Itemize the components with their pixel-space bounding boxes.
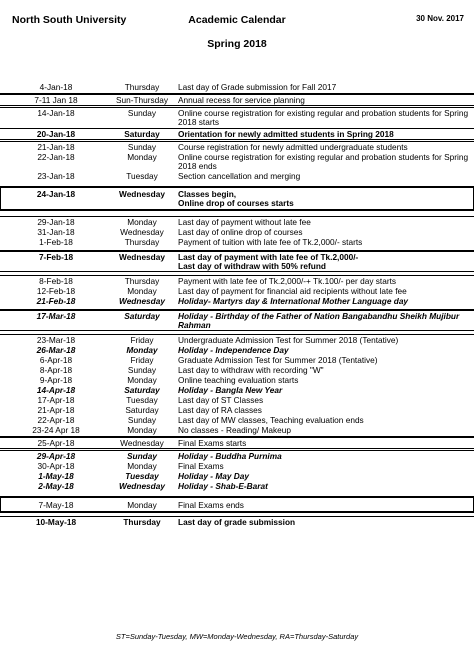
row-date: 7-11 Jan 18: [34, 95, 78, 105]
calendar-row: [0, 94, 474, 105]
row-event: Last day of MW classes, Teaching evaluation ends: [178, 415, 364, 425]
row-day: Wednesday: [119, 296, 165, 306]
calendar-row: [0, 516, 474, 527]
row-day: Monday: [127, 217, 157, 227]
row-date: 20-Jan-18: [36, 129, 76, 139]
calendar-row: [0, 129, 474, 139]
row-event: Online course registration for existing regular and probation students for Spring 2018 ends: [178, 152, 469, 171]
row-date: 21-Feb-18: [36, 296, 76, 306]
row-event: Final Exams ends: [178, 500, 244, 510]
calendar-row: [0, 481, 474, 491]
row-day: Monday: [127, 152, 157, 162]
row-event: Holiday - Independence Day: [178, 345, 289, 355]
row-date: 29-Apr-18: [36, 451, 76, 461]
row-event: Holiday - Birthday of the Father of Nation Bangabandhu Sheikh Mujibur Rahman: [178, 311, 460, 330]
row-day: Monday: [127, 500, 157, 510]
row-event: Last day of payment without late fee: [178, 217, 311, 227]
row-event: Holiday - Buddha Purnima: [178, 451, 282, 461]
calendar-row: [0, 471, 474, 481]
calendar-row: [0, 365, 474, 375]
row-date: 14-Apr-18: [36, 385, 76, 395]
row-day: Monday: [127, 286, 157, 296]
row-day: Sunday: [127, 365, 157, 375]
row-day: Sunday: [127, 108, 157, 118]
row-day: Saturday: [124, 385, 160, 395]
row-day: Monday: [127, 425, 157, 435]
row-event: Holiday- Martyrs day & International Mother Language day: [178, 296, 409, 306]
row-day: Wednesday: [119, 252, 165, 262]
calendar-row: [0, 237, 474, 247]
row-event: Last day to withdraw with recording "W": [178, 365, 324, 375]
row-event: Undergraduate Admission Test for Summer 2018 (Tentative): [178, 335, 399, 345]
row-event: Last day of ST Classes: [178, 395, 264, 405]
row-event: Course registration for newly admitted undergraduate students: [178, 142, 408, 152]
row-day: Saturday: [124, 129, 160, 139]
row-date: 26-Mar-18: [36, 345, 76, 355]
calendar-row: [0, 385, 474, 395]
row-day: Sun-Thursday: [115, 95, 169, 105]
row-event: Online teaching evaluation starts: [178, 375, 299, 385]
row-date: 30-Apr-18: [37, 461, 75, 471]
row-date: 1-Feb-18: [39, 237, 73, 247]
calendar-row: [0, 141, 474, 152]
row-date: 7-May-18: [38, 500, 74, 510]
calendar-row: [0, 286, 474, 296]
row-date: 1-May-18: [38, 471, 74, 481]
row-day: Friday: [130, 335, 154, 345]
row-day: Thursday: [124, 276, 160, 286]
row-event: Last day of online drop of courses: [178, 227, 303, 237]
row-date: 10-May-18: [35, 517, 77, 527]
row-event: Holiday - Bangla New Year: [178, 385, 283, 395]
university-name: North South University: [12, 14, 127, 26]
calendar-row: [0, 171, 474, 181]
row-event: Holiday - Shab-E-Barat: [178, 481, 268, 491]
calendar-row: [0, 107, 474, 127]
calendar-row: [0, 152, 474, 171]
calendar-row: [0, 395, 474, 405]
row-day: Thursday: [124, 237, 160, 247]
row-day: Thursday: [124, 82, 160, 92]
row-event: Payment with late fee of Tk.2,000/-+ Tk.100/- per day starts: [178, 276, 397, 286]
row-day: Thursday: [123, 517, 161, 527]
row-date: 29-Jan-18: [37, 217, 75, 227]
row-event: Last day of grade submission: [178, 517, 296, 527]
row-event: Graduate Admission Test for Summer 2018 (Tentative): [178, 355, 378, 365]
calendar-row: [0, 334, 474, 345]
row-date: 17-Mar-18: [36, 311, 76, 321]
calendar-row: [0, 82, 474, 92]
calendar-row: [0, 345, 474, 355]
calendar-row: [0, 310, 474, 330]
row-date: 22-Jan-18: [37, 152, 75, 162]
row-day: Wednesday: [119, 189, 165, 199]
calendar-row: [0, 375, 474, 385]
row-date: 6-Apr-18: [39, 355, 73, 365]
row-event: Last day of payment for financial aid recipients without late fee: [178, 286, 407, 296]
issue-date: 30 Nov. 2017: [416, 14, 464, 23]
row-date: 8-Feb-18: [39, 276, 73, 286]
row-event: No classes - Reading/ Makeup: [178, 425, 291, 435]
row-event: Annual recess for service planning: [178, 95, 305, 105]
calendar-row: [0, 461, 474, 471]
calendar-row: [0, 437, 474, 448]
row-event: Final Exams starts: [178, 438, 247, 448]
row-day: Monday: [127, 461, 157, 471]
calendar-row: [0, 450, 474, 461]
calendar-row: [0, 187, 474, 210]
row-day: Friday: [130, 355, 154, 365]
calendar-title: Academic Calendar: [188, 14, 286, 26]
semester-title: Spring 2018: [207, 38, 267, 50]
row-day: Tuesday: [125, 471, 159, 481]
calendar-row: [0, 355, 474, 365]
row-day: Saturday: [124, 311, 160, 321]
row-event: Holiday - May Day: [178, 471, 250, 481]
row-date: 21-Jan-18: [37, 142, 75, 152]
row-date: 8-Apr-18: [39, 365, 73, 375]
calendar-row: [0, 251, 474, 271]
row-date: 24-Jan-18: [36, 189, 76, 199]
calendar-row: [0, 405, 474, 415]
row-date: 23-24 Apr 18: [32, 425, 80, 435]
row-day: Monday: [127, 375, 157, 385]
row-date: 12-Feb-18: [36, 286, 76, 296]
calendar-row: [0, 216, 474, 227]
row-event: Online course registration for existing regular and probation students for Spring 2018 starts: [178, 108, 469, 127]
row-event: Last day of Grade submission for Fall 2017: [178, 82, 337, 92]
row-day: Tuesday: [126, 395, 158, 405]
calendar-row: [0, 425, 474, 435]
row-event: Payment of tuition with late fee of Tk.2,000/- starts: [178, 237, 363, 247]
calendar-row: [0, 415, 474, 425]
row-date: 4-Jan-18: [39, 82, 73, 92]
row-day: Sunday: [127, 451, 157, 461]
calendar-row: [0, 275, 474, 286]
row-date: 7-Feb-18: [38, 252, 74, 262]
row-date: 2-May-18: [38, 481, 74, 491]
abbreviation-legend: ST=Sunday-Tuesday, MW=Monday-Wednesday, RA=Thursday-Saturday: [115, 632, 359, 641]
row-date: 31-Jan-18: [37, 227, 75, 237]
row-date: 17-Apr-18: [37, 395, 75, 405]
row-day: Saturday: [125, 405, 159, 415]
row-event: Section cancellation and merging: [178, 171, 301, 181]
row-date: 9-Apr-18: [39, 375, 73, 385]
row-event: Last day of RA classes: [178, 405, 262, 415]
row-date: 22-Apr-18: [37, 415, 75, 425]
row-date: 14-Jan-18: [37, 108, 75, 118]
row-day: Monday: [126, 345, 158, 355]
row-day: Sunday: [127, 142, 157, 152]
row-day: Sunday: [127, 415, 157, 425]
row-day: Wednesday: [119, 481, 165, 491]
row-date: 23-Jan-18: [37, 171, 75, 181]
row-day: Wednesday: [120, 438, 164, 448]
row-event: Last day of payment with late fee of Tk.2,000/- Last day of withdraw with 50% refund: [178, 252, 359, 271]
row-event: Classes begin, Online drop of courses starts: [178, 189, 294, 208]
calendar-row: [0, 227, 474, 237]
row-event: Orientation for newly admitted students in Spring 2018: [178, 129, 394, 139]
row-day: Wednesday: [120, 227, 164, 237]
calendar-row: [0, 296, 474, 306]
row-date: 21-Apr-18: [37, 405, 75, 415]
row-date: 25-Apr-18: [37, 438, 75, 448]
row-day: Tuesday: [126, 171, 158, 181]
calendar-row: [0, 497, 474, 512]
row-date: 23-Mar-18: [36, 335, 76, 345]
calendar-table: [0, 82, 474, 527]
row-event: Final Exams: [178, 461, 224, 471]
